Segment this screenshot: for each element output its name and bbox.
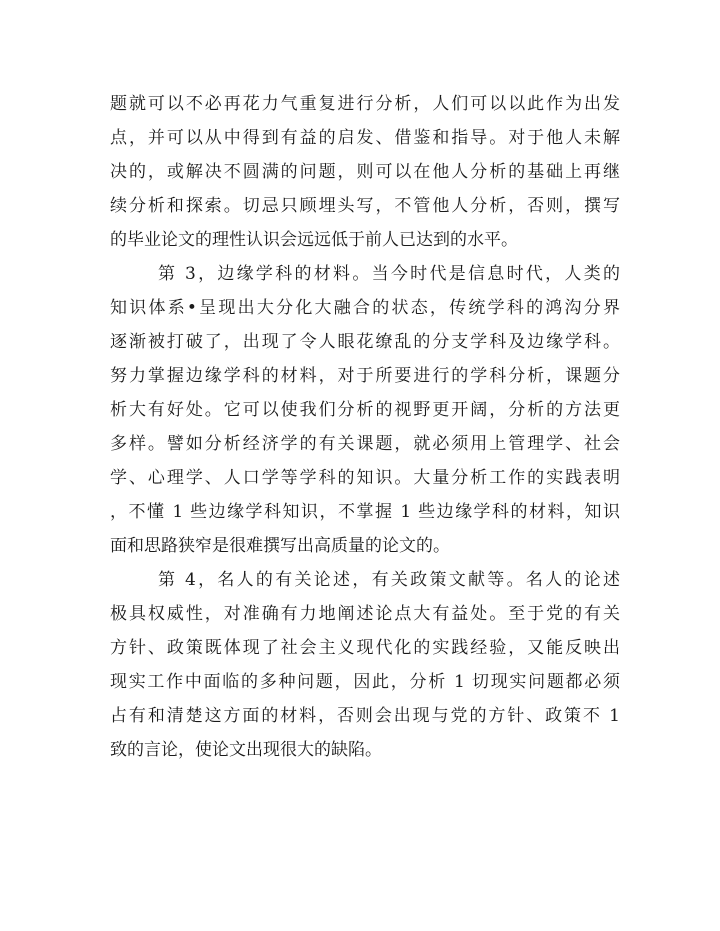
text-line: 学、心理学、人口学等学科的知识。大量分析工作的实践表明	[110, 468, 620, 488]
text-line: 多样。譬如分析经济学的有关课题，就必须用上管理学、社会	[110, 434, 620, 454]
text-line: 致的言论，使论文出现很大的缺陷。	[110, 740, 382, 760]
text-line: 现实工作中面临的多种问题，因此，分析 1 切现实问题都必须	[110, 672, 620, 692]
text-line: 决的，或解决不圆满的问题，则可以在他人分析的基础上再继	[110, 162, 620, 182]
text-line: 占有和清楚这方面的材料，否则会出现与党的方针、政策不 1	[110, 706, 620, 726]
text-line: 方针、政策既体现了社会主义现代化的实践经验，又能反映出	[110, 638, 620, 658]
text-line: 努力掌握边缘学科的材料，对于所要进行的学科分析，课题分	[110, 366, 620, 386]
text-line: 题就可以不必再花力气重复进行分析，人们可以以此作为出发	[110, 94, 620, 114]
text-line: 续分析和探索。切忌只顾埋头写，不管他人分析，否则，撰写	[110, 196, 620, 216]
text-line: 点，并可以从中得到有益的启发、借鉴和指导。对于他人未解	[110, 128, 620, 148]
text-line: 极具权威性，对准确有力地阐述论点大有益处。至于党的有关	[110, 604, 620, 624]
paragraph-first-line: 第 4，名人的有关论述，有关政策文献等。名人的论述	[158, 570, 620, 590]
text-line: ，不懂 1 些边缘学科知识，不掌握 1 些边缘学科的材料，知识	[110, 502, 620, 522]
text-line: 面和思路狭窄是很难撰写出高质量的论文的。	[110, 536, 450, 556]
text-line: 逐渐被打破了，出现了令人眼花缭乱的分支学科及边缘学科。	[110, 332, 620, 352]
text-line: 知识体系•呈现出大分化大融合的状态，传统学科的鸿沟分界	[110, 298, 620, 318]
text-line: 析大有好处。它可以使我们分析的视野更开阔，分析的方法更	[110, 400, 620, 420]
paragraph-first-line: 第 3，边缘学科的材料。当今时代是信息时代，人类的	[158, 264, 620, 284]
text-line: 的毕业论文的理性认识会远远低于前人已达到的水平。	[110, 230, 518, 250]
